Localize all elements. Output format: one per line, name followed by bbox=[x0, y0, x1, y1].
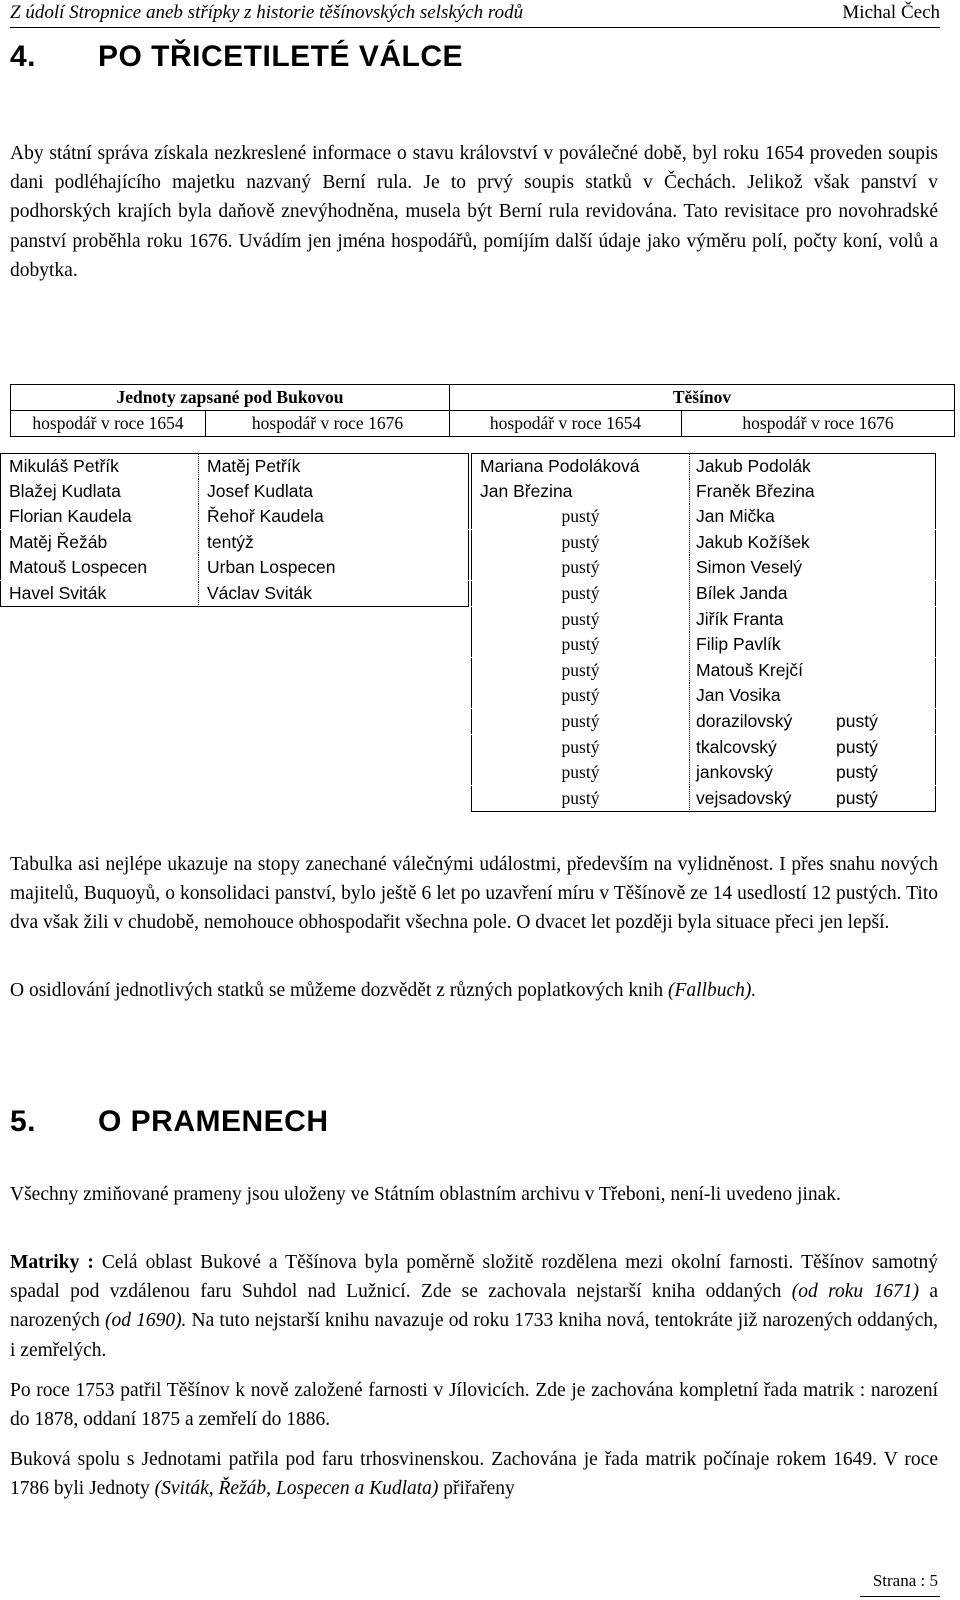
jednoty-1654-cell: Florian Kaudela bbox=[0, 504, 199, 529]
tesinov-1676-cell bbox=[688, 683, 936, 708]
bukova-text-a: Buková spolu s Jednotami patřila pod faru trhosvinenskou. Zachována je řada matrik počínaje rokem 1649. V roce 1786 byli Jednoty bbox=[10, 1449, 938, 1500]
jednoty-1654-cell: Mikuláš Petřík bbox=[0, 453, 199, 479]
tesinov-1654-cell: pustý bbox=[471, 760, 690, 785]
section-5-title: O PRAMENECH bbox=[98, 1105, 329, 1138]
tesinov-1676-name: Jiřík Franta bbox=[696, 608, 784, 629]
page-number-rule bbox=[860, 1596, 940, 1597]
jednoty-1676-cell: Řehoř Kaudela bbox=[199, 504, 469, 529]
tesinov-1676-note: pustý bbox=[836, 787, 878, 808]
after-table-paragraph-1: Tabulka asi nejlépe ukazuje na stopy zanechané válečnými událostmi, především na vylidněnost. I přes snahu nových majitelů, Buquoyů, o konsolidaci panství, bylo ještě 6 let po uzavření míru v Těšínově ze 14 usedlostí 12 pustých. Tito dva však žili v chudobě, nemohouce obhospodařit všechna pole. O dvacet let později byla situace přeci jen lepší. bbox=[10, 854, 938, 934]
tesinov-1676-cell bbox=[688, 709, 936, 734]
tesinov-1676-name: Filip Pavlík bbox=[696, 634, 781, 655]
tesinov-1676-cell bbox=[688, 632, 936, 657]
tesinov-1676-name: Simon Veselý bbox=[696, 557, 803, 578]
running-header-title: Z údolí Stropnice aneb střípky z historie těšínovských selských rodů bbox=[10, 2, 524, 23]
tesinov-1676-cell bbox=[688, 453, 936, 479]
jednoty-1676-cell: Václav Sviták bbox=[199, 581, 469, 607]
matriky-italic-1: (od roku 1671) bbox=[791, 1281, 919, 1303]
tesinov-1654-cell: pustý bbox=[471, 632, 690, 657]
table-col-4: hospodář v roce 1676 bbox=[682, 411, 955, 437]
matriky-text-c: Na tuto nejstarší knihu navazuje od roku 1733 kniha nová, tentokráte již narozených oddaných, i zemřelých. bbox=[10, 1310, 938, 1361]
section-5-paragraph-3: Po roce 1753 patřil Těšínov k nově založené farnosti v Jílovicích. Zde je zachována kompletní řada matrik : narození do 1878, oddaní 1875 a zemřelí do 1886. bbox=[10, 1380, 938, 1431]
table-header bbox=[10, 384, 955, 437]
section-5-paragraph-1: Všechny zmiňované prameny jsou uloženy ve Státním oblastním archivu v Třeboni, není-li uvedeno jinak. bbox=[10, 1184, 841, 1205]
table-group-tesinov: Těšínov bbox=[450, 385, 955, 411]
section-4-title: PO TŘICETILETÉ VÁLCE bbox=[98, 40, 464, 73]
section-4-heading bbox=[10, 40, 463, 74]
tesinov-1654-cell: pustý bbox=[471, 709, 690, 734]
tesinov-1676-cell bbox=[688, 530, 936, 555]
tesinov-1654-cell: pustý bbox=[471, 504, 690, 529]
jednoty-1654-cell: Blažej Kudlata bbox=[0, 479, 199, 504]
jednoty-1676-cell: Josef Kudlata bbox=[199, 479, 469, 504]
tesinov-1676-cell bbox=[688, 760, 936, 785]
jednoty-1654-cell: Matouš Lospecen bbox=[0, 555, 199, 580]
section-5-paragraph-4 bbox=[10, 1445, 938, 1503]
tesinov-1676-name: Matouš Krejčí bbox=[696, 659, 803, 680]
table-group-jednoty: Jednoty zapsané pod Bukovou bbox=[11, 385, 450, 411]
tesinov-1676-note: pustý bbox=[836, 711, 878, 731]
tesinov-1676-name: Jakub Podolák bbox=[696, 456, 811, 476]
tesinov-1676-cell bbox=[688, 504, 936, 529]
section-5-number: 5. bbox=[10, 1105, 37, 1138]
tesinov-1676-name: vejsadovský bbox=[696, 787, 792, 808]
jednoty-1654-cell: Havel Sviták bbox=[0, 581, 199, 607]
jednoty-1676-cell: Matěj Petřík bbox=[199, 453, 469, 479]
tesinov-1676-cell bbox=[688, 555, 936, 580]
tesinov-1676-cell bbox=[688, 658, 936, 683]
tesinov-1676-name: Jan Vosika bbox=[696, 685, 781, 706]
tesinov-1654-cell: Jan Březina bbox=[471, 479, 690, 504]
table-col-3: hospodář v roce 1654 bbox=[450, 411, 682, 437]
after-table-paragraph-2-italic: (Fallbuch). bbox=[667, 980, 757, 1001]
tesinov-1654-cell: pustý bbox=[471, 607, 690, 632]
running-header-author: Michal Čech bbox=[842, 2, 940, 23]
tesinov-1676-name: dorazilovský bbox=[696, 711, 793, 731]
table-col-1: hospodář v roce 1654 bbox=[11, 411, 206, 437]
tesinov-1676-name: Bílek Janda bbox=[696, 583, 788, 603]
tesinov-1654-cell: pustý bbox=[471, 735, 690, 760]
tesinov-1676-cell bbox=[688, 735, 936, 760]
tesinov-1676-name: Jakub Kožíšek bbox=[696, 531, 810, 552]
jednoty-1654-cell: Matěj Řežáb bbox=[0, 530, 199, 555]
matriky-label: Matriky : bbox=[10, 1252, 94, 1273]
matriky-italic-2: (od 1690). bbox=[104, 1310, 187, 1332]
bukova-text-b: přiřařeny bbox=[438, 1478, 515, 1500]
tesinov-1676-note: pustý bbox=[836, 762, 878, 783]
tesinov-1676-cell bbox=[688, 479, 936, 504]
section-4-number: 4. bbox=[10, 40, 37, 73]
jednoty-1676-cell: tentýž bbox=[199, 530, 469, 555]
section-5-paragraph-2 bbox=[10, 1248, 938, 1365]
tesinov-1676-cell bbox=[688, 581, 936, 606]
tesinov-1676-name: tkalcovský bbox=[696, 736, 777, 757]
matriky-text-b: a narozených bbox=[10, 1281, 938, 1332]
jednoty-1676-cell: Urban Lospecen bbox=[199, 555, 469, 580]
tesinov-1676-cell bbox=[688, 786, 936, 812]
after-table-paragraph-2-text: O osidlování jednotlivých statků se můžeme dozvědět z různých poplatkových knih bbox=[10, 980, 668, 1001]
bukova-italic: (Sviták, Řežáb, Lospecen a Kudlata) bbox=[154, 1478, 439, 1500]
tesinov-1654-cell: pustý bbox=[471, 658, 690, 683]
matriky-text-a: Celá oblast Bukové a Těšínova byla poměrně složitě rozdělena mezi okolní farnosti. Těšínov samotný spadal pod vzdálenou faru Suhdol nad Lužnicí. Zde se zachovala nejstarší kniha oddaných bbox=[10, 1252, 938, 1303]
tesinov-1654-cell: pustý bbox=[471, 555, 690, 580]
running-header bbox=[10, 0, 940, 26]
tesinov-1676-cell bbox=[688, 607, 936, 632]
tesinov-1676-note: pustý bbox=[836, 736, 878, 757]
tesinov-1676-name: Franěk Březina bbox=[696, 480, 815, 501]
header-rule bbox=[10, 27, 940, 28]
tesinov-1676-name: Jan Mička bbox=[696, 506, 775, 527]
page-number: Strana : 5 bbox=[872, 1571, 938, 1590]
tesinov-1654-cell: pustý bbox=[471, 786, 690, 812]
tesinov-1654-cell: pustý bbox=[471, 581, 690, 606]
tesinov-1654-cell: pustý bbox=[471, 683, 690, 708]
section-5-heading bbox=[10, 1105, 329, 1139]
after-table-paragraph-2 bbox=[10, 976, 938, 1005]
tesinov-1676-name: jankovský bbox=[696, 762, 773, 783]
tesinov-1654-cell: Mariana Podoláková bbox=[471, 453, 690, 479]
tesinov-1654-cell: pustý bbox=[471, 530, 690, 555]
table-col-2: hospodář v roce 1676 bbox=[206, 411, 450, 437]
section-4-intro: Aby státní správa získala nezkreslené informace o stavu království v poválečné době, byl roku 1654 proveden soupis dani podléhajícího majetku nazvaný Berní rula. Je to prvý soupis statků v Čechách. Jelikož však panství v podhorských krajích byla daňově znevýhodněna, musela být Berní rula revidována. Tato revisitace pro novohradské panství proběhla roku 1676. Uvádím jen jména hospodářů, pomíjím další údaje jako výměru polí, počty koní, volů a dobytka. bbox=[10, 143, 938, 281]
